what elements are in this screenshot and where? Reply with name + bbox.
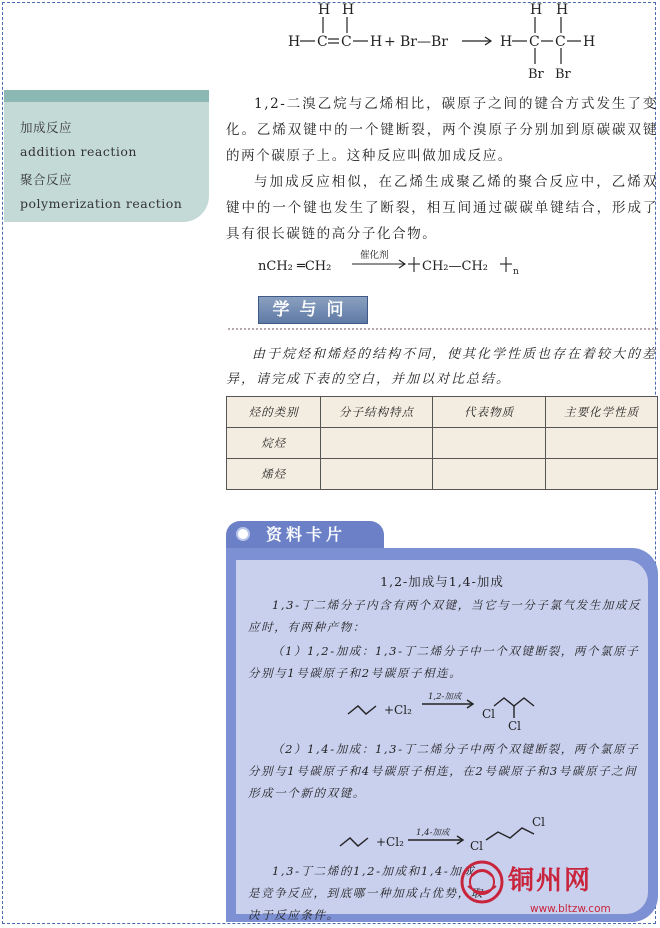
table-cell: 烷烃 xyxy=(227,428,321,459)
table-row xyxy=(227,459,658,490)
table-header: 烃的类别 xyxy=(227,397,321,428)
watermark-url[interactable]: www.bltzw.com xyxy=(530,903,611,915)
table-cell[interactable] xyxy=(546,428,658,459)
reaction-1-2-addition xyxy=(344,688,554,732)
term-polymerization-cn: 聚合反应 xyxy=(20,172,73,187)
atom-h: H xyxy=(530,2,543,18)
table-cell: 烯烃 xyxy=(227,459,321,490)
rx-label: 1,2-加成 xyxy=(428,692,462,702)
atom-c: C xyxy=(341,34,352,50)
card-title: 1,2-加成与1,4-加成 xyxy=(380,574,504,589)
atom-h: H xyxy=(583,34,596,50)
term-polymerization-en: polymerization reaction xyxy=(20,196,183,211)
table-cell[interactable] xyxy=(432,428,546,459)
atom-h: H xyxy=(288,34,301,50)
paragraph-addition: 1,2-二溴乙烷与乙烯相比，碳原子之间的键合方式发生了变化。乙烯双键中的一个键断裂，两个溴原子分别加到原碳碳双键的两个碳原子上。这种反应叫做加成反应。 xyxy=(226,96,658,164)
table-cell[interactable] xyxy=(321,459,433,490)
chlorine-reagent: +Cl₂ xyxy=(376,835,404,849)
watermark-name: 铜州网 xyxy=(508,866,593,896)
reaction-1-4-addition xyxy=(336,812,576,854)
atom-c: C xyxy=(555,34,566,50)
card-item-1: （1）1,2-加成：1,3-丁二烯分子中一个双键断裂，两个氯原子分别与1号碳原子和2号碳原子相连。 xyxy=(248,644,640,680)
table-header-row xyxy=(227,397,658,428)
table-header: 分子结构特点 xyxy=(321,397,433,428)
table-header: 主要化学性质 xyxy=(546,397,658,428)
bromine-molecule: Br—Br xyxy=(400,34,448,50)
chlorine-atom: Cl xyxy=(508,719,522,732)
catalyst-label: 催化剂 xyxy=(360,250,389,261)
chlorine-atom: Cl xyxy=(532,815,546,829)
atom-h: H xyxy=(370,34,383,50)
term-addition-en: addition reaction xyxy=(20,144,137,159)
card-tab: 资料卡片 xyxy=(226,521,384,549)
paragraph-polymerization: 与加成反应相似，在乙烯生成聚乙烯的聚合反应中，乙烯双键中的一个键也发生了断裂，相互间通过碳碳单键结合，形成了具有很长碳链的高分子化合物。 xyxy=(226,174,658,242)
table-cell[interactable] xyxy=(321,428,433,459)
chlorine-atom: Cl xyxy=(470,839,484,853)
card-item-2: （2）1,4-加成：1,3-丁二烯分子中两个双键断裂，两个氯原子分别与1号碳原子和4号碳原子相连，在2号碳原子和3号碳原子之间形成一个新的双键。 xyxy=(248,742,640,800)
chlorine-reagent: +Cl₂ xyxy=(384,703,412,717)
dotted-divider xyxy=(228,328,658,330)
card-bullet-icon xyxy=(236,527,250,541)
polymerization-equation xyxy=(256,248,546,278)
ethylene-bromine-reaction xyxy=(280,0,660,84)
chlorine-atom: Cl xyxy=(482,707,496,721)
card-intro: 1,3-丁二烯分子内含有两个双键，当它与一分子氯气发生加成反应时，有两种产物： xyxy=(248,598,642,634)
table-row xyxy=(227,428,658,459)
xue-yu-wen-question: 由于烷烃和烯烃的结构不同，使其化学性质也存在着较大的差异，请完成下表的空白，并加以对比总结。 xyxy=(226,347,658,387)
atom-br: Br xyxy=(528,67,544,82)
glossary-sidebar xyxy=(4,90,209,222)
xue-yu-wen-label: 学与问 xyxy=(258,296,368,324)
atom-c: C xyxy=(529,34,540,50)
atom-h: H xyxy=(318,2,331,18)
atom-br: Br xyxy=(555,67,571,82)
card-conclusion: 1,3-丁二烯的1,2-加成和1,4-加成是竞争反应，到底哪一种加成占优势，取决于反应条件。 xyxy=(248,864,484,922)
table-cell[interactable] xyxy=(432,459,546,490)
poly-product: CH₂—CH₂ xyxy=(422,259,488,274)
comparison-table xyxy=(226,396,658,490)
poly-subscript: n xyxy=(513,267,519,277)
sidebar-band xyxy=(4,90,209,102)
plus-sign: + xyxy=(384,34,396,50)
atom-h: H xyxy=(556,2,569,18)
atom-h: H xyxy=(342,2,355,18)
term-addition-cn: 加成反应 xyxy=(20,120,73,135)
poly-reactant: nCH₂ ═CH₂ xyxy=(258,259,332,274)
watermark-logo-icon xyxy=(458,858,506,906)
rx-label: 1,4-加成 xyxy=(416,828,450,838)
atom-h: H xyxy=(500,34,513,50)
table-cell[interactable] xyxy=(546,459,658,490)
atom-c: C xyxy=(317,34,328,50)
table-header: 代表物质 xyxy=(432,397,546,428)
